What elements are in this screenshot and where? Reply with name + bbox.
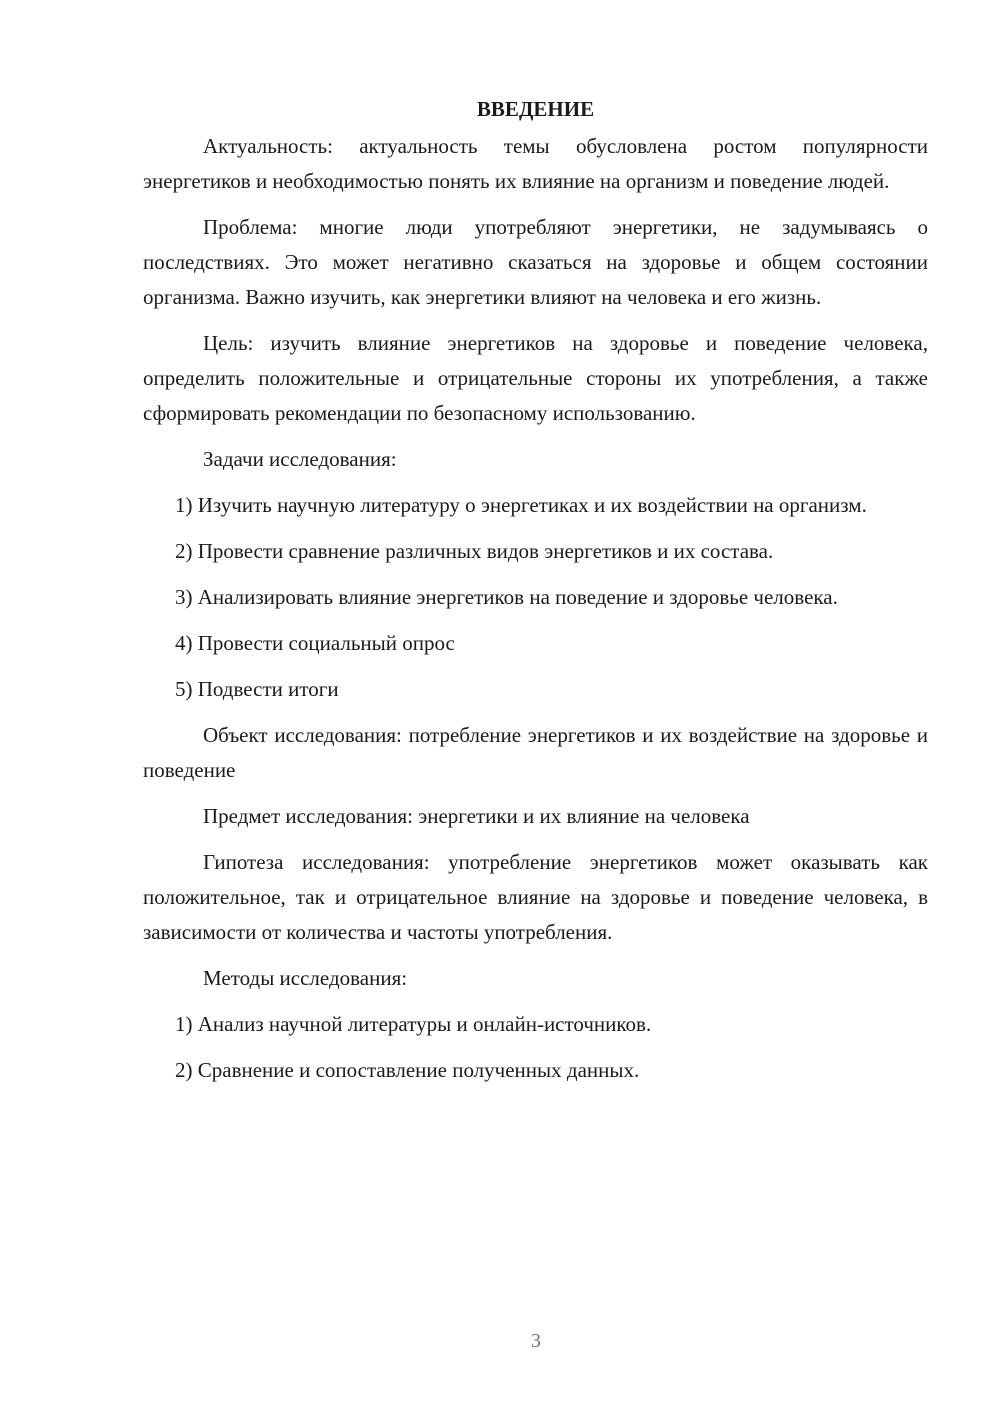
list-item-method-1: 1) Анализ научной литературы и онлайн-источников. [175, 1012, 652, 1036]
paragraph-object: Объект исследования: потребление энергетиков и их воздействие на здоровье и поведение [143, 723, 928, 782]
list-item-task-3: 3) Анализировать влияние энергетиков на поведение и здоровье человека. [175, 585, 838, 609]
list-item-task-1: 1) Изучить научную литературу о энергетиках и их воздействии на организм. [175, 493, 867, 517]
paragraph-subject: Предмет исследования: энергетики и их влияние на человека [203, 804, 750, 828]
list-item-task-2: 2) Провести сравнение различных видов энергетиков и их состава. [175, 539, 774, 563]
list-item-task-5: 5) Подвести итоги [175, 677, 339, 701]
paragraph-relevance: Актуальность: актуальность темы обусловлена ростом популярности энергетиков и необходимостью понять их влияние на организм и поведение людей. [143, 134, 928, 193]
list-item-task-4: 4) Провести социальный опрос [175, 631, 455, 655]
document-page [143, 92, 928, 1099]
paragraph-problem: Проблема: многие люди употребляют энергетики, не задумываясь о последствиях. Это может негативно сказаться на здоровье и общем состоянии организма. Важно изучить, как энергетики влияют на человека и его жизнь. [143, 215, 928, 309]
paragraph-goal: Цель: изучить влияние энергетиков на здоровье и поведение человека, определить положительные и отрицательные стороны их употребления, а также сформировать рекомендации по безопасному использованию. [143, 331, 928, 425]
page-number: 3 [531, 1330, 541, 1352]
paragraph-methods-heading: Методы исследования: [203, 966, 408, 990]
paragraph-tasks-heading: Задачи исследования: [203, 447, 397, 471]
paragraph-hypothesis: Гипотеза исследования: употребление энергетиков может оказывать как положительное, так и отрицательное влияние на здоровье и поведение человека, в зависимости от количества и частоты употребления. [143, 850, 928, 944]
list-item-method-2: 2) Сравнение и сопоставление полученных данных. [175, 1058, 640, 1082]
section-title: ВВЕДЕНИЕ [476, 97, 595, 121]
